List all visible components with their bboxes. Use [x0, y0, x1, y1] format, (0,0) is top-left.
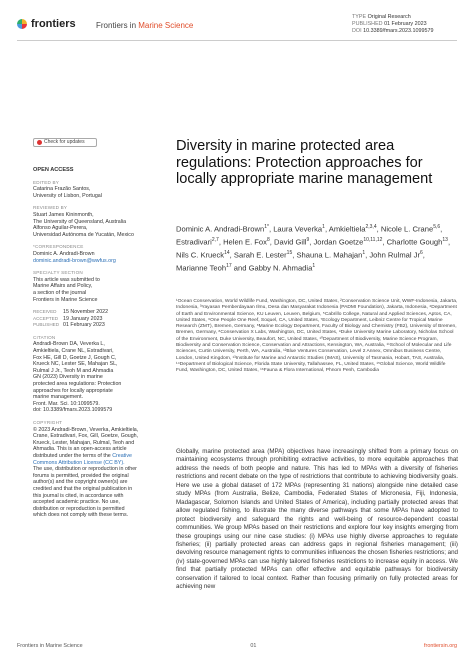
edited-by-label: EDITED BY [33, 179, 60, 185]
date-value: 15 November 2022 [63, 309, 109, 316]
reviewer-line: Alfonso Aguilar-Perera, [33, 225, 88, 232]
copyright-line [33, 486, 151, 493]
author-separator: and [231, 263, 249, 273]
check-for-updates-button[interactable] [33, 138, 97, 147]
copyright-line [33, 473, 151, 480]
copyright-segment: this journal is cited, in accordance with [33, 492, 124, 499]
specialty-line: Marine Affairs and Policy, [33, 283, 93, 290]
open-access-label: OPEN ACCESS [33, 167, 74, 173]
journal-name[interactable]: Marine Science [138, 21, 194, 30]
copyright-segment: Ahmadia. This is an open-access article [33, 446, 127, 453]
author-separator: , [268, 224, 274, 234]
author-separator: , [292, 250, 297, 260]
author-separator: , [324, 224, 329, 234]
copyright-line [33, 433, 151, 440]
frontiers-logo[interactable] [17, 18, 76, 30]
correspondence-name: Dominic A. Andradi-Brown [33, 250, 95, 257]
date-value: 01 February 2023 [63, 322, 105, 329]
author-name[interactable]: Gabby N. Ahmadia [248, 263, 313, 273]
copyright-label: COPYRIGHT [33, 420, 63, 425]
author-affiliation-mark: 8 [266, 237, 270, 244]
reviewed-by-label: REVIEWED BY [33, 205, 68, 211]
author-separator: , [447, 237, 451, 247]
citation-line: GN (2023) Diversity in marine [33, 374, 103, 381]
author-separator: , [229, 250, 234, 260]
copyright-segment: distribution or reproduction is permitted [33, 505, 125, 512]
journal-header [96, 21, 193, 30]
author-name[interactable]: Nicole L. Crane [380, 224, 434, 234]
reviewer-line: Universidad Autónoma de Yucatán, Mexico [33, 231, 134, 238]
sidebar [33, 149, 151, 519]
copyright-segment: author(s) and the copyright owner(s) are [33, 479, 128, 486]
author-separator: , [365, 250, 370, 260]
copyright-segment: distributed under the terms of the [33, 452, 113, 459]
copyright-segment: Crane, Estradivari, Fox, Gill, Goetze, Gough, [33, 433, 139, 440]
dates-table [33, 309, 108, 329]
author-name[interactable]: Shauna L. Mahajan [296, 250, 363, 260]
type-label: TYPE [352, 14, 367, 20]
copyright-line [33, 466, 151, 473]
author-affiliation-mark: 9 [306, 237, 310, 244]
correspondence-email[interactable]: dominic.andradi-brown@wwfus.org [33, 257, 116, 264]
affiliations: ¹Ocean Conservation, World Wildlife Fund, Washington, DC, United States, ²Conservation Science Unit, WWF-Indonesia, Jakarta, Indonesia, ³Yayasan Pemberdayaan Ilmu, Desa dan Masyarakat Indonesia (PADMI Foundation), Jakarta, Indonesia, ⁴Department of Earth and Environmental Science, KU Leuven, Leuven, Belgium, ⁵Cabrillo College, Natural and Applied Sciences, Aptos, CA, United States, ⁶One People One Reef, Soquel, CA, United States, ⁷Ecology Department, Leibniz Centre for Tropical Marine Research (ZMT), Bremen, Germany, ⁸Marine Ecology Department, Faculty of Biology and Chemistry (FB2), University of Bremen, Bremen, Germany, ⁸Conservation X Labs, Washington, DC, United States, ⁹Duke University Marine Laboratory, Nicholas School of the Environment, Duke University, Beaufort, NC, United States, ¹⁰Department of Biodiversity, Marine Science Program, Biodiversity and Conservation Science, Conservation and Attractions, Kensington, WA, Australia, ¹¹School of Molecular and Life Sciences, Curtin University, Perth, WA, Australia, ¹²Blue Ventures Conservation, Level 2 Annex, Omnibus Business Centre, London, United Kingdom, ¹³Institute for Marine and Antarctic Studies (IMAS), University of Tasmania, Hobart, TAS, Australia, ¹⁴Department of Biological Science, Florida State University, Tallahassee, FL, United States, ¹⁵Global Science, World Wildlife Fund, Washington, DC, United States, ¹⁶Fauna & Flora International, Phnom Penh, Cambodia [176, 299, 458, 374]
published-value: 01 February 2023 [384, 21, 427, 27]
date-row [33, 309, 108, 316]
footer-journal: Frontiers in Marine Science [17, 643, 83, 649]
author-affiliation-mark: 2,3,4 [365, 224, 377, 230]
check-for-updates-label: Check for updates [44, 139, 85, 145]
citation-line: Andradi-Brown DA, Veverka L, [33, 341, 105, 348]
author-affiliation-mark: 1 [312, 263, 316, 270]
author-name[interactable]: Sarah E. Lester [233, 250, 287, 260]
author-separator: , [422, 250, 425, 260]
author-affiliation-mark: 14 [224, 250, 230, 257]
author-separator: , [440, 224, 443, 234]
copyright-line [33, 427, 151, 434]
author-separator: , [376, 224, 381, 234]
copyright-line [33, 499, 151, 506]
header-divider [17, 40, 457, 41]
doi-label: DOI [352, 28, 362, 34]
author-separator: , [269, 237, 274, 247]
citation-line: Fox HE, Gill D, Goetze J, Gough C, [33, 354, 117, 361]
author-affiliation-mark: 1 [322, 224, 325, 230]
author-name[interactable]: Marianne Teoh [176, 263, 227, 273]
author-name[interactable]: Amkieltiela [328, 224, 366, 234]
copyright-line [33, 479, 151, 486]
author-name[interactable]: Laura Veverka [273, 224, 323, 234]
author-separator: , [309, 237, 314, 247]
copyright-segment: Krueck, Lester, Mahajan, Rulmal, Teoh and [33, 439, 135, 446]
copyright-segment: accepted academic practice. No use, [33, 499, 120, 506]
brand-name: frontiers [31, 18, 76, 30]
citation-label: CITATION [33, 334, 56, 340]
specialty-line: Frontiers in Marine Science [33, 296, 98, 303]
date-row [33, 316, 108, 323]
author-affiliation-mark: 1 [362, 250, 366, 257]
frontiers-logo-icon [17, 19, 27, 29]
copyright-segment: which does not comply with these terms. [33, 512, 129, 519]
author-name[interactable]: Jordan Goetze [313, 237, 364, 247]
citation-line: approaches for locally appropriate [33, 387, 113, 394]
date-key: RECEIVED [33, 309, 57, 315]
abstract: Globally, marine protected area (MPA) objectives have increasingly shifted from a primary focus on maintaining ecosystems through prohibiting extractive activities, to more equitable approaches that address the needs of both people and nature. This has led to MPAs with a diversity of fisheries restrictions and recent debate on the type of restrictions that contribute to achieving biodiversity goals. Here we use a global dataset of 172 MPAs (representing 31 nations) alongside nine detailed case study MPAs (from Australia, Belize, Cambodia, Federated States of Micronesia, Fiji, Indonesia, Madagascar, Solomon Islands and United States of America), including partially protected areas that allow regulated fishing, to illustrate the many diverse pathways that some MPAs have adopted to protect biodiversity and safeguard the rights and well-being of resource-dependent coastal communities. We group MPAs based on their restrictions and explore four key insights emerging from these groupings using our nine case studies: (i) MPAs use highly diverse approaches to regulate fisheries; (ii) partially protected areas can address gaps in regional fisheries management; (iii) devolving resource management rights to communities influences the chosen fisheries restrictions; and (iv) state-governed MPAs can use highly tailored fisheries restrictions to increase equity in access. We find that partially protected MPAs can offer effective and equitable pathways for biodiversity conservation if tailored to local context. Rather than focusing primarily on fully protected areas for achieving new [176, 448, 458, 591]
doi-value[interactable]: 10.3389/fmars.2023.1099579 [363, 28, 434, 34]
date-value: 19 January 2023 [63, 315, 103, 322]
reviewer-line: Stuart James Kininmonth, [33, 211, 94, 218]
copyright-line [33, 512, 151, 519]
author-name[interactable]: Estradivari [176, 237, 212, 247]
copyright-segment: credited and that the original publication in [33, 485, 133, 492]
author-affiliation-mark: 15 [286, 250, 293, 257]
author-name[interactable]: Helen E. Fox [223, 237, 267, 247]
citation-line: protected area regulations: Protection [33, 381, 122, 388]
author-separator: , [218, 237, 224, 247]
editor-line: University of Lisbon, Portugal [33, 192, 102, 199]
author-name[interactable]: Nils C. Krueck [176, 250, 225, 260]
author-affiliation-mark: 17 [226, 263, 232, 270]
author-affiliation-mark: 10,11,12 [363, 237, 383, 244]
type-value: Original Research [367, 14, 411, 20]
author-separator: , [382, 237, 387, 247]
citation-line: doi: 10.3389/fmars.2023.1099579 [33, 407, 113, 414]
copyright-line [33, 446, 151, 453]
author-affiliation-mark: 13 [442, 237, 448, 244]
author-name[interactable]: David Gill [273, 237, 307, 247]
author-affiliation-mark: 5,6 [433, 224, 441, 230]
author-affiliation-mark: 6 [420, 250, 423, 257]
article-meta [352, 14, 434, 35]
author-name[interactable]: John Rulmal Jr [369, 250, 421, 260]
editor-line: Catarina Frazão Santos, [33, 186, 91, 193]
citation-line: Krueck NC, Lester SE, Mahajan SL, [33, 361, 118, 368]
refresh-icon [37, 140, 42, 145]
author-name[interactable]: Charlotte Gough [386, 237, 443, 247]
published-label: PUBLISHED [352, 21, 383, 27]
citation-line: Front. Mar. Sci. 10:1099579. [33, 400, 100, 407]
license-link[interactable]: Commons Attribution License (CC BY). [33, 459, 125, 466]
reviewer-line: The University of Queensland, Australia [33, 218, 127, 225]
license-link[interactable]: Creative [112, 452, 132, 459]
specialty-line: a section of the journal [33, 289, 87, 296]
citation-line: Rulmal J Jr., Teoh M and Ahmadia [33, 367, 114, 374]
date-row [33, 322, 108, 329]
copyright-segment: The use, distribution or reproduction in other [33, 466, 137, 473]
specialty-label: SPECIALTY SECTION [33, 270, 83, 276]
author-name[interactable]: Dominic A. Andradi-Brown [176, 224, 265, 234]
copyright-text [33, 427, 151, 519]
copyright-line [33, 493, 151, 500]
correspondence-label: *CORRESPONDENCE [33, 244, 84, 250]
footer-url[interactable]: frontiersin.org [424, 643, 457, 649]
copyright-segment: © 2023 Andradi-Brown, Veverka, Amkieltiela, [33, 426, 139, 433]
page-number: 01 [250, 643, 257, 649]
date-key: PUBLISHED [33, 322, 60, 328]
author-affiliation-mark: 1* [264, 224, 269, 230]
date-key: ACCEPTED [33, 315, 59, 321]
copyright-segment: forums is permitted, provided the original [33, 472, 129, 479]
copyright-line [33, 506, 151, 513]
article-title: Diversity in marine protected area regulations: Protection approaches for locally appropriate marine management [176, 138, 433, 188]
citation-line: Amkieltiela, Crane NL, Estradivari, [33, 348, 114, 355]
citation-line: marine management. [33, 394, 84, 401]
copyright-line [33, 460, 151, 467]
author-list [176, 222, 458, 275]
citation-text [33, 341, 151, 414]
journal-prefix: Frontiers in [96, 21, 139, 30]
copyright-line [33, 453, 151, 460]
author-affiliation-mark: 2,7 [211, 237, 219, 244]
page-footer [17, 643, 457, 649]
copyright-line [33, 440, 151, 447]
specialty-line: This article was submitted to [33, 276, 100, 283]
